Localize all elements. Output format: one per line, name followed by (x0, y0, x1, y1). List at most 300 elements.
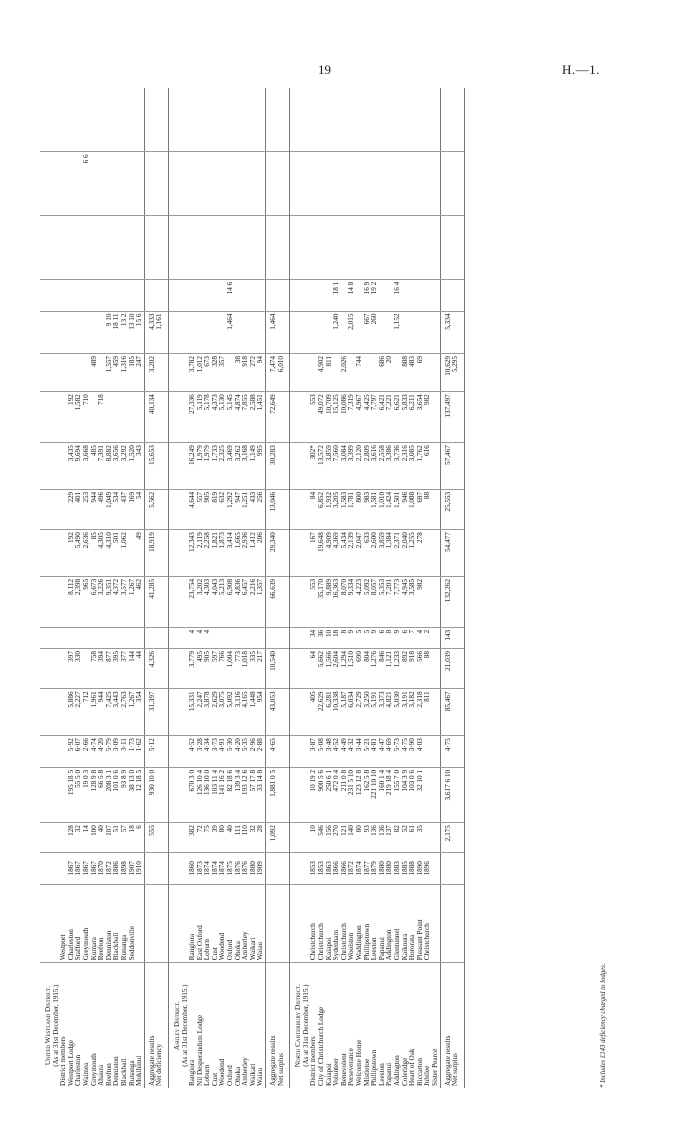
table-cell (278, 279, 290, 311)
table-cell: 1866 (341, 852, 349, 884)
table-cell: 501 (113, 530, 121, 577)
table-cell: 5·92 (68, 736, 76, 768)
table-cell: 405 (310, 689, 318, 736)
table-cell (91, 311, 99, 353)
table-cell: Addington (392, 1055, 401, 1086)
table-cell: 1874 (219, 852, 227, 884)
table-cell: 211 0 8 (341, 767, 349, 822)
table-cell (136, 152, 144, 216)
table-cell: 4,874 (235, 392, 243, 443)
table-cell: 82 (394, 823, 402, 853)
table-cell: 1,979 (197, 443, 205, 490)
table-cell (156, 530, 168, 577)
table-cell (452, 576, 464, 627)
table-cell: 100 (91, 823, 99, 853)
table-cell (40, 311, 53, 353)
table-cell (121, 279, 129, 311)
table-cell (156, 884, 168, 963)
table-cell (136, 279, 144, 311)
table-cell: Oxford (226, 1065, 235, 1086)
table-cell (432, 530, 440, 577)
table-cell (235, 152, 243, 216)
table-cell: 4·74 (91, 736, 99, 768)
table-cell (212, 88, 220, 152)
table-cell (189, 88, 197, 152)
table-cell (409, 88, 417, 152)
table-cell (204, 88, 212, 152)
table-cell (40, 354, 53, 392)
table-cell: 4·34 (204, 736, 212, 768)
table-cell: Net surplus (278, 963, 290, 1088)
table-cell: 1867 (68, 852, 76, 884)
table-cell (83, 311, 91, 353)
table-cell: 354 (136, 689, 144, 736)
table-cell: 3,202 (144, 354, 156, 392)
table-cell: 23,754 (189, 576, 197, 627)
table-cell (227, 152, 235, 216)
table-cell (83, 88, 91, 152)
table-cell: 1874 (356, 852, 364, 884)
table-cell: 3,617 6 10 (440, 767, 452, 822)
table-cell: 758 (91, 649, 99, 689)
table-cell (424, 279, 432, 311)
table-cell: East Oxford (197, 884, 205, 963)
table-cell (278, 689, 290, 736)
table-cell: 3,859 (379, 530, 387, 577)
table-cell (144, 852, 156, 884)
table-cell: Mistletoe (362, 1058, 371, 1086)
table-cell (303, 279, 311, 311)
table-cell: 9,694 (75, 443, 83, 490)
table-cell (168, 279, 181, 311)
table-cell (310, 311, 318, 353)
table-cell (417, 216, 425, 280)
table-cell: 111 (235, 823, 243, 853)
table-cell: 686 (379, 354, 387, 392)
section-subtitle: (As at 31st December, 1915.) (301, 984, 310, 1067)
table-cell: 3,182 (409, 689, 417, 736)
table-cell (432, 354, 440, 392)
table-cell: 8,057 (371, 576, 379, 627)
table-cell (204, 311, 212, 353)
table-cell: 156 (326, 823, 334, 853)
table-cell: 1,004 (227, 649, 235, 689)
balance-row (452, 88, 464, 1088)
table-cell: 1867 (75, 852, 83, 884)
table-cell: 3,075 (219, 689, 227, 736)
table-cell (53, 689, 61, 736)
table-cell: 3,250 (364, 689, 372, 736)
table-cell: 1876 (242, 852, 250, 884)
table-cell: 1,049 (106, 489, 114, 529)
table-cell (278, 311, 290, 353)
table-cell: 1,294 (341, 649, 349, 689)
table-cell: 5,334 (440, 311, 452, 353)
table-cell (197, 152, 205, 216)
table-cell: 557 (197, 489, 205, 529)
table-cell (290, 216, 303, 280)
table-cell: 944 (91, 489, 99, 529)
table-cell: 10 19 2 (310, 767, 318, 822)
table-cell: 10,086 (341, 392, 349, 443)
table-cell: Net surplus (452, 963, 464, 1088)
table-cell: 1872 (106, 852, 114, 884)
table-cell: Loburn (204, 884, 212, 963)
table-cell: 4·91 (219, 736, 227, 768)
table-cell: 1876 (235, 852, 243, 884)
table-cell (75, 311, 83, 353)
table-cell: 1,121 (386, 649, 394, 689)
table-cell: 4,945 (402, 576, 410, 627)
table-cell: 534 (113, 489, 121, 529)
table-cell (113, 627, 121, 648)
table-cell: District members (59, 1036, 68, 1086)
table-cell (168, 392, 181, 443)
table-cell: Greymouth (89, 1053, 98, 1086)
table-cell (53, 88, 61, 152)
table-cell (266, 152, 278, 216)
table-cell: 483 (409, 354, 417, 392)
table-cell: 5,030 (394, 689, 402, 736)
table-cell: 195 18 5 (68, 767, 76, 822)
table-cell (318, 88, 326, 152)
table-cell: 1,566 (326, 649, 334, 689)
table-cell (290, 152, 303, 216)
table-cell: 2·88 (257, 736, 265, 768)
table-cell (113, 88, 121, 152)
table-cell (278, 88, 290, 152)
table-cell (40, 443, 53, 490)
table-cell (440, 152, 452, 216)
table-cell: 103 0 6 (409, 767, 417, 822)
table-cell (168, 767, 181, 822)
table-cell: 136 (379, 823, 387, 853)
table-cell: 137,497 (440, 392, 452, 443)
table-cell: Waiau (257, 884, 265, 963)
table-cell (452, 88, 464, 152)
table-cell: 61 (409, 823, 417, 853)
table-cell (310, 279, 318, 311)
table-cell: 7,221 (386, 392, 394, 443)
table-cell (424, 354, 432, 392)
table-cell (156, 627, 168, 648)
table-cell (197, 216, 205, 280)
table-cell (156, 489, 168, 529)
table-cell: Phillipstown (370, 1049, 379, 1086)
table-cell: Ahaura (97, 1064, 106, 1086)
table-cell: 3,084 (341, 443, 349, 490)
table-cell: 8,070 (341, 576, 349, 627)
table-cell: 4·52 (333, 736, 341, 768)
table-cell: 121 (341, 823, 349, 853)
table-cell (75, 627, 83, 648)
table-cell: Jubilee (423, 1065, 432, 1086)
table-cell (394, 216, 402, 280)
table-cell: 3,399 (348, 443, 356, 490)
table-cell: 18 1 (333, 279, 341, 311)
table-cell: 489 (91, 354, 99, 392)
table-cell: 4·81 (371, 736, 379, 768)
table-cell: 1866 (333, 852, 341, 884)
table-cell (227, 88, 235, 152)
table-cell (432, 689, 440, 736)
table-cell (219, 216, 227, 280)
table-cell: 66,639 (266, 576, 278, 627)
table-cell: 7,560 (333, 443, 341, 490)
table-cell: 27,336 (189, 392, 197, 443)
table-cell (440, 852, 452, 884)
table-cell: 57,467 (440, 443, 452, 490)
table-cell: 6 6 (83, 152, 91, 216)
table-cell: 6,673 (91, 576, 99, 627)
table-cell: 13,046 (266, 489, 278, 529)
table-cell (53, 311, 61, 353)
table-cell (348, 88, 356, 152)
table-cell: 15 6 (136, 311, 144, 353)
table-cell: 1,233 (394, 649, 402, 689)
table-cell: 1880 (379, 852, 387, 884)
table-cell: 3,859 (326, 443, 334, 490)
table-cell: 93 (364, 823, 372, 853)
table-cell: 1·62 (136, 736, 144, 768)
table-cell: Waddington (356, 884, 364, 963)
table-cell (326, 216, 334, 280)
table-cell: 302* (310, 443, 318, 490)
table-cell: 892 (402, 649, 410, 689)
table-cell (53, 489, 61, 529)
table-cell (189, 311, 197, 353)
table-cell (156, 736, 168, 768)
table-cell (136, 392, 144, 443)
table-cell: 3·90 (409, 736, 417, 768)
table-cell: 18 (333, 627, 341, 648)
table-cell: 712 (83, 689, 91, 736)
table-cell: 28 (257, 823, 265, 853)
table-cell: 1,267 (129, 689, 137, 736)
table-cell (432, 279, 440, 311)
table-cell: 1,448 (250, 689, 258, 736)
table-cell (266, 88, 278, 152)
table-cell: 7,425 (106, 689, 114, 736)
table-cell: 13 2 (121, 311, 129, 353)
table-cell (424, 823, 432, 853)
table-cell (53, 392, 61, 443)
table-cell (452, 216, 464, 280)
table-cell (189, 216, 197, 280)
table-cell (394, 88, 402, 152)
table-cell: 3,779 (189, 649, 197, 689)
table-cell: Kumara (91, 884, 99, 963)
table-cell: 1,010 (379, 489, 387, 529)
table-cell: 1,412 (250, 530, 258, 577)
table-cell: 14 8 (348, 279, 356, 311)
table-cell (278, 530, 290, 577)
table-cell (40, 627, 53, 648)
table-cell: 1890 (417, 852, 425, 884)
table-cell: 3,168 (242, 443, 250, 490)
table-cell (197, 279, 205, 311)
table-cell: Amberley (241, 1057, 250, 1086)
table-cell (242, 627, 250, 648)
table-cell (136, 627, 144, 648)
table-cell (129, 88, 137, 152)
table-cell: 995 (257, 443, 265, 490)
table-cell: 1,012 (197, 354, 205, 392)
table-cell: Blackball (113, 884, 121, 963)
table-cell: 49,072 (318, 392, 326, 443)
table-cell (257, 279, 265, 311)
table-cell (91, 216, 99, 280)
table-cell: 5·73 (394, 736, 402, 768)
table-cell: 4,165 (242, 689, 250, 736)
section-title: North Canterbury District. (294, 984, 303, 1068)
table-cell (60, 311, 68, 353)
table-cell (452, 852, 464, 884)
table-cell (290, 279, 303, 311)
table-cell (424, 530, 432, 577)
table-cell: City of Christchurch Lodge (317, 1006, 325, 1086)
table-cell: 1,501 (394, 489, 402, 529)
table-cell (452, 767, 464, 822)
table-cell: Aggregate results (266, 963, 278, 1088)
table-cell (318, 279, 326, 311)
table-cell: 5,295 (452, 354, 464, 392)
table-cell (60, 627, 68, 648)
table-cell: 3,577 (121, 576, 129, 627)
table-cell: Woodend (219, 884, 227, 963)
table-cell (168, 443, 181, 490)
table-cell: 1885 (402, 852, 410, 884)
table-cell (290, 689, 303, 736)
table-cell: 5,092 (227, 689, 235, 736)
table-cell (250, 216, 258, 280)
table-cell: 616 (424, 443, 432, 490)
table-cell (409, 152, 417, 216)
table-cell (212, 216, 220, 280)
table-cell: 4·03 (417, 736, 425, 768)
table-body (40, 88, 464, 1088)
table-cell: 2 (424, 627, 432, 648)
table-cell: Christchurch (310, 884, 318, 963)
table-cell (452, 489, 464, 529)
table-cell: Reefton (98, 884, 106, 963)
table-cell: 6,621 (394, 392, 402, 443)
table-cell (432, 216, 440, 280)
table-cell: 206 (257, 530, 265, 577)
table-cell (290, 884, 303, 963)
table-cell: 82 18 6 (227, 767, 235, 822)
table-cell: 697 (417, 489, 425, 529)
table-cell: 93 8 9 (121, 767, 129, 822)
table-cell: Charleston (74, 1054, 83, 1086)
table-cell (106, 88, 114, 152)
table-cell: 9,889 (326, 576, 334, 627)
table-cell (452, 443, 464, 490)
table-cell: 38 (235, 354, 243, 392)
table-cell: 4·69 (386, 736, 394, 768)
table-cell: 64 (310, 649, 318, 689)
table-cell: 4,333 (144, 311, 156, 353)
table-cell (290, 767, 303, 822)
table-cell: Heart of Oak (408, 1048, 417, 1086)
table-cell (129, 216, 137, 280)
table-cell: Woolston (348, 884, 356, 963)
table-cell (156, 443, 168, 490)
table-cell: 3,656 (113, 443, 121, 490)
table-cell: 2,558 (379, 443, 387, 490)
section-title-row (40, 88, 53, 1088)
table-cell: 1,979 (204, 443, 212, 490)
table-cell (432, 576, 440, 627)
table-cell: 9 (348, 627, 356, 648)
table-cell (182, 152, 190, 216)
table-cell: District members (309, 1036, 318, 1086)
table-cell: 2,600 (371, 530, 379, 577)
table-cell (257, 216, 265, 280)
table-cell: 3,292 (121, 443, 129, 490)
table-cell: 1877 (364, 852, 372, 884)
table-cell: 1883 (394, 852, 402, 884)
table-cell (68, 88, 76, 152)
table-cell: 4,369 (333, 530, 341, 577)
table-cell (432, 392, 440, 443)
table-cell (290, 627, 303, 648)
table-cell: 462 (136, 576, 144, 627)
table-cell (356, 216, 364, 280)
table-cell (424, 88, 432, 152)
table-cell (182, 216, 190, 280)
table-cell (371, 152, 379, 216)
table-cell (40, 489, 53, 529)
table-cell: 4·75 (440, 736, 452, 768)
table-cell (242, 88, 250, 152)
table-cell (452, 279, 464, 311)
table-cell: 36 (318, 627, 326, 648)
table-cell: 10,338 (333, 689, 341, 736)
table-cell: 1·73 (129, 736, 137, 768)
table-cell (68, 627, 76, 648)
table-cell (144, 152, 156, 216)
table-cell: 2,026 (341, 354, 349, 392)
table-row (136, 88, 144, 1088)
table-cell (129, 279, 137, 311)
table-cell: 6,908 (227, 576, 235, 627)
table-cell: 1,092 (266, 823, 278, 853)
table-cell: 670 3 0 (189, 767, 197, 822)
table-cell: 4,836 (235, 576, 243, 627)
table-cell: Benevolent (339, 1053, 348, 1086)
table-cell (303, 88, 311, 152)
table-cell: 4,902 (318, 354, 326, 392)
table-cell (98, 627, 106, 648)
table-cell: 5,353 (379, 576, 387, 627)
table-cell (156, 216, 168, 280)
table-cell: 2,015 (348, 311, 356, 353)
table-cell: 2,398 (75, 576, 83, 627)
table-cell (432, 443, 440, 490)
table-cell: 3·28 (197, 736, 205, 768)
table-cell: 2·96 (250, 736, 258, 768)
table-cell (113, 392, 121, 443)
table-cell: 328 (212, 354, 220, 392)
table-cell: 2,247 (197, 689, 205, 736)
table-cell (364, 88, 372, 152)
table-cell: 10 (326, 627, 334, 648)
table-cell: Loburn (203, 1064, 212, 1086)
table-cell: 44 (136, 649, 144, 689)
table-cell (106, 216, 114, 280)
table-cell: 272 (250, 354, 258, 392)
